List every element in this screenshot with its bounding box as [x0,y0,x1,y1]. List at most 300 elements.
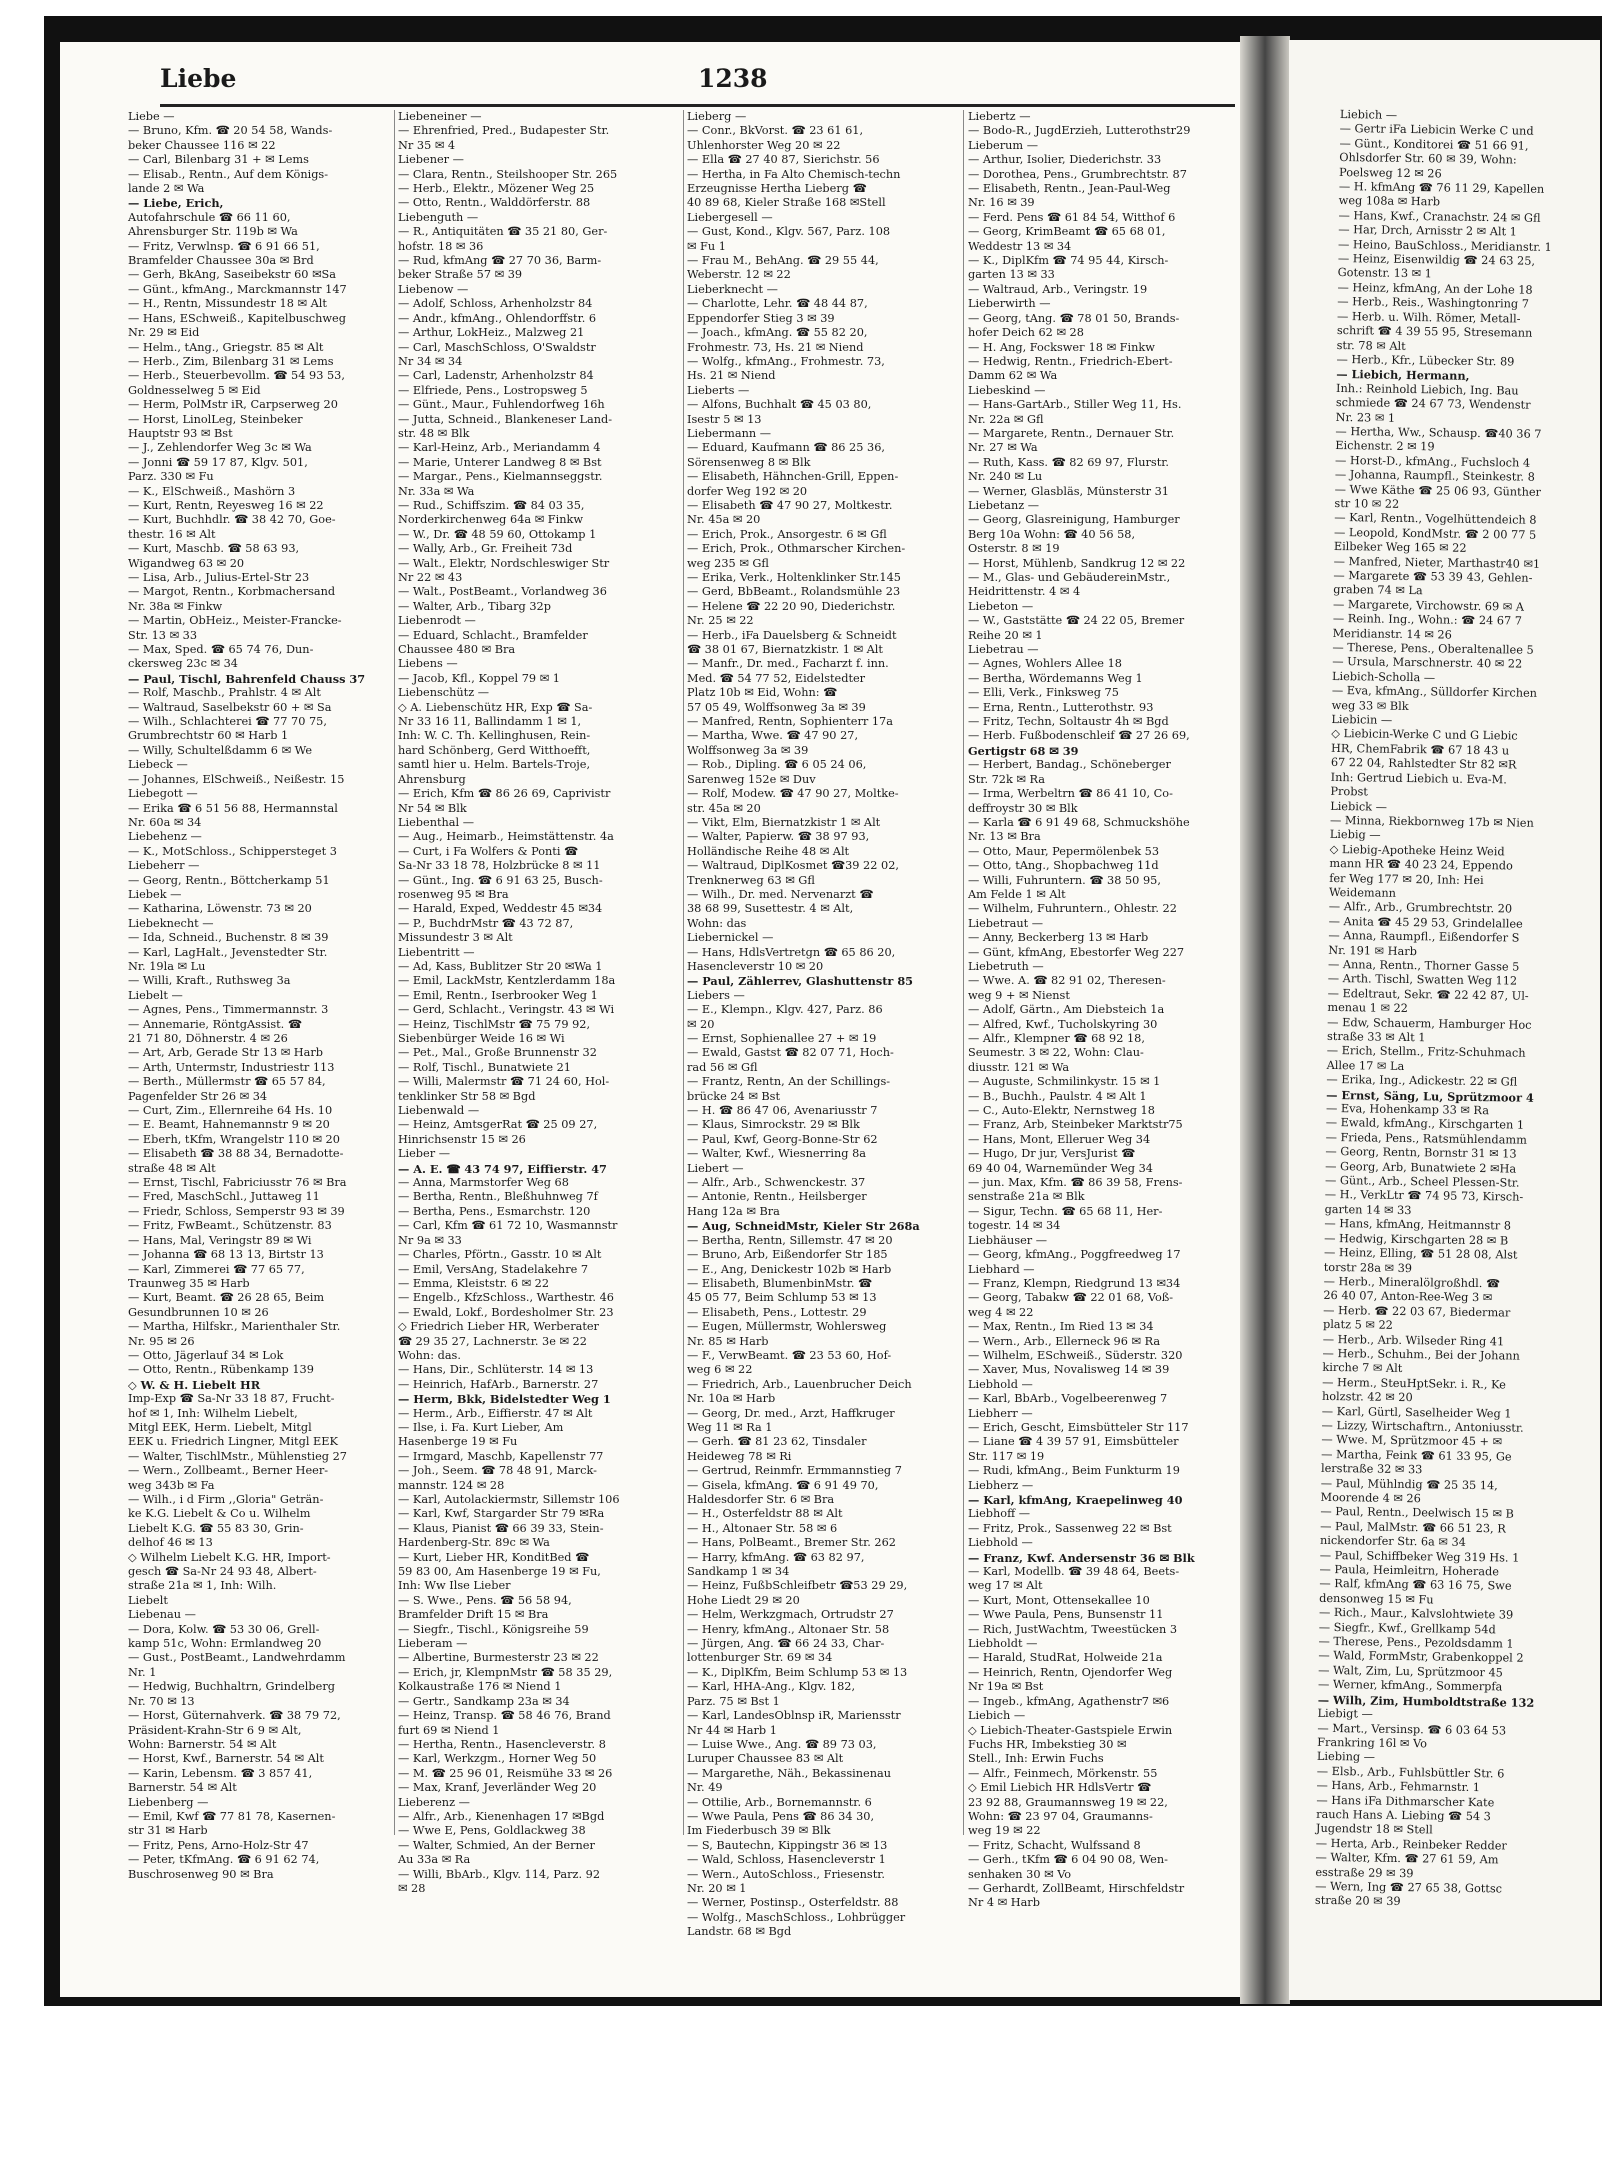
directory-entry: — Paul, Mühlndig ☎ 25 35 14, [1320,1476,1498,1492]
directory-entry: — Wally, Arb., Gr. Freiheit 73d [398,542,573,556]
directory-entry: — Ad, Kass, Bublitzer Str 20 ✉Wa 1 [398,959,603,973]
directory-entry: — Herb., Kfr., Lübecker Str. 89 [1336,352,1515,369]
directory-entry: Eilbeker Weg 165 ✉ 22 [1333,540,1467,555]
directory-entry: — Paul, Schiffbeker Weg 319 Hs. 1 [1319,1548,1520,1565]
directory-entry: ✉ 28 [398,1881,426,1895]
directory-entry: Nr 4 ✉ Harb [968,1896,1040,1910]
directory-entry: — E., Ang, Denickestr 102b ✉ Harb [687,1262,892,1276]
directory-column-4 [968,110,1236,1910]
column-rule [963,110,964,1835]
directory-entry: — Anna, Rentn., Thorner Gasse 5 [1327,957,1520,974]
directory-entry: ✉ 20 [687,1017,715,1031]
directory-entry: Weberstr. 12 ✉ 22 [687,268,791,282]
directory-entry: Eppendorfer Stieg 3 ✉ 39 [687,311,835,325]
directory-entry: — Wwe Paula, Pens ☎ 86 34 30, [687,1809,875,1823]
directory-entry: — Margarete, Virchowstr. 69 ✉ A [1332,597,1525,614]
directory-entry: — W., Gaststätte ☎ 24 22 05, Bremer [968,614,1185,628]
directory-entry: Heideweg 78 ✉ Ri [687,1449,792,1463]
directory-entry: — Kurt, Buchhdlr. ☎ 38 42 70, Goe- [128,513,336,527]
directory-entry: — Bertha, Wördemanns Weg 1 [968,671,1143,685]
directory-entry: schmiede ☎ 24 67 73, Wendenstr [1335,396,1531,412]
directory-entry: — Gerd, BbBeamt., Rolandsmühle 23 [687,585,901,599]
directory-entry: — A. E. ☎ 43 74 97, Eiffierstr. 47 [398,1161,607,1176]
directory-entry: Lieberg — [687,110,747,123]
directory-entry: — Joach., kfmAng. ☎ 55 82 20, [687,326,868,340]
directory-entry: — Alfr., Feinmech, Mörkenstr. 55 [968,1766,1158,1780]
directory-entry: Haldesdorfer Str. 6 ✉ Bra [687,1493,835,1506]
directory-entry: Liebelt K.G. ☎ 55 83 30, Grin- [128,1521,304,1535]
directory-entry: — Bruno, Arb, Eißendorfer Str 185 [687,1248,888,1262]
directory-entry: — Erich, Gescht, Eimsbütteler Str 117 [968,1420,1189,1434]
directory-entry: Landstr. 68 ✉ Bgd [687,1925,792,1939]
directory-entry: — Aug., Heimarb., Heimstättenstr. 4a [398,830,614,844]
directory-entry: Weg 11 ✉ Ra 1 [687,1420,773,1434]
directory-entry: — Karl, Modellb. ☎ 39 48 64, Beets- [968,1565,1180,1579]
directory-entry: Hauptstr 93 ✉ Bst [128,426,233,440]
directory-entry: — Aug, SchneidMstr, Kieler Str 268a [687,1219,920,1234]
directory-entry: — Rolf, Tischl., Bunatwiete 21 [398,1060,571,1074]
directory-entry: — Ilse, i. Fa. Kurt Lieber, Am [398,1420,564,1434]
directory-entry: — Anny, Beckerberg 13 ✉ Harb [968,931,1149,945]
directory-entry: — K., DiplKfm, Beim Schlump 53 ✉ 13 [687,1665,908,1679]
directory-entry: — Charlotte, Lehr. ☎ 48 44 87, [687,297,868,311]
directory-column-1 [128,110,393,1881]
directory-entry: Nr 9a ✉ 33 [398,1233,462,1247]
directory-entry: nickendorfer Str. 6a ✉ 34 [1319,1534,1466,1550]
directory-entry: — Emil, Rentn., Iserbrooker Weg 1 [398,988,598,1002]
directory-entry: — Herb. u. Wilh. Römer, Metall- [1337,309,1521,326]
directory-entry: Liebener — [398,153,464,167]
directory-entry: — Henry, kfmAng., Altonaer Str. 58 [687,1622,890,1636]
directory-entry: — Erich, Prok., Ansorgestr. 6 ✉ Gfl [687,527,887,541]
directory-entry: — Edeltraut, Sekr. ☎ 22 42 87, Ul- [1327,986,1529,1003]
directory-entry: lande 2 ✉ Wa [128,182,205,196]
directory-entry: straße 20 ✉ 39 [1314,1894,1401,1909]
directory-entry: — Paul, Zählerrev, Glashuttenstr 85 [687,974,914,989]
directory-entry: 38 68 99, Susettestr. 4 ✉ Alt, [687,902,854,916]
directory-entry: Lieberknecht — [687,282,778,296]
directory-entry: — Elfriede, Pens., Lostropsweg 5 [398,383,588,397]
directory-entry: Imp-Exp ☎ Sa-Nr 33 18 87, Frucht- [128,1392,335,1406]
directory-entry: — Frieda, Pens., Ratsmühlendamm [1325,1130,1527,1147]
directory-entry: — Gust., PostBeamt., Landwehrdamm [128,1651,346,1665]
directory-entry: — Willi, Malermstr ☎ 71 24 60, Hol- [398,1075,610,1089]
directory-entry: — Gerh., tKfm ☎ 6 04 90 08, Wen- [968,1853,1168,1867]
directory-entry: Barnerstr. 54 ✉ Alt [128,1781,237,1795]
directory-entry: — Heinz, kfmAng, An der Lohe 18 [1337,280,1533,297]
directory-entry: — Eva, kfmAng., Sülldorfer Kirchen [1331,684,1538,701]
directory-entry: Heidrittenstr. 4 ✉ 4 [968,585,1081,599]
directory-entry: — Alfred, Kwf., Tucholskyring 30 [968,1017,1158,1031]
directory-entry: — Heinrich, Rentn, Ojendorfer Weg [968,1665,1173,1679]
directory-entry: — Hertha, in Fa Alto Chemisch-techn [687,167,901,181]
directory-entry: — Bertha, Pens., Esmarchstr. 120 [398,1204,591,1218]
directory-entry: — Otto, Rentn., Walddörferstr. 88 [398,196,591,210]
directory-entry: — Adolf, Gärtn., Am Diebsteich 1a [968,1003,1165,1017]
directory-entry: Nr. 45a ✉ 20 [687,513,761,527]
directory-entry: ◇ W. & H. Liebelt HR [128,1377,261,1392]
directory-entry: tenklinker Str 58 ✉ Bgd [398,1089,536,1103]
directory-entry: Eichenstr. 2 ✉ 19 [1335,439,1435,454]
directory-entry: Mitgl EEK, Herm. Liebelt, Mitgl [128,1420,312,1434]
directory-entry: — K., MotSchloss., Schippersteget 3 [128,844,337,858]
directory-entry: — Georg, Rentn, Bornstr 31 ✉ 13 [1325,1145,1517,1161]
directory-entry: — Jacob, Kfl., Koppel 79 ✉ 1 [398,671,560,685]
directory-entry: — Eduard, Kaufmann ☎ 86 25 36, [687,441,885,455]
directory-entry: — Otto, Rentn., Rübenkamp 139 [128,1363,314,1377]
directory-entry: — Hans, Kwf., Cranachstr. 24 ✉ Gfl [1338,208,1541,225]
directory-entry: — Karin, Lebensm. ☎ 3 857 41, [128,1766,313,1780]
directory-entry: Nr 35 ✉ 4 [398,138,456,152]
directory-entry: Liebelt [128,1593,168,1607]
directory-entry: weg 9 + ✉ Nienst [968,988,1070,1002]
directory-entry: — Albertine, Burmesterstr 23 ✉ 22 [398,1651,599,1665]
directory-entry: garten 14 ✉ 33 [1324,1202,1412,1217]
directory-entry: gesch ☎ Sa-Nr 24 93 48, Albert- [128,1565,317,1579]
directory-entry: — Günt., Maur., Fuhlendorfweg 16h [398,398,605,412]
directory-entry: — Hedwig, Rentn., Friedrich-Ebert- [968,354,1173,368]
directory-entry: hofstr. 18 ✉ 36 [398,239,484,253]
directory-entry: Damm 62 ✉ Wa [968,369,1058,383]
directory-entry: EEK u. Friedrich Lingner, Mitgl EEK [128,1435,338,1449]
directory-entry: — R., Antiquitäten ☎ 35 21 80, Ger- [398,225,608,239]
directory-entry: — Har, Drch, Arnisstr 2 ✉ Alt 1 [1338,223,1517,239]
directory-entry: Liebek — [128,887,182,901]
directory-entry: — Karl, Werkzgm., Horner Weg 50 [398,1752,597,1766]
directory-entry: — Waltraud, DiplKosmet ☎39 22 02, [687,859,899,873]
directory-entry: Liebe — [128,110,175,123]
directory-entry: Probst [1330,785,1368,799]
directory-entry: — Wwe. M, Sprützmoor 45 + ✉ [1321,1433,1503,1449]
directory-entry: — Werner, Glasbläs, Münsterstr 31 [968,484,1169,498]
directory-entry: — Georg, Rentn., Böttcherkamp 51 [128,873,330,887]
directory-entry: — Walter, Arb., Tibarg 32p [398,599,551,613]
directory-entry: — Peter, tKfmAng. ☎ 6 91 62 74, [128,1853,320,1867]
directory-entry: esstraße 29 ✉ 39 [1315,1865,1414,1880]
directory-entry: — Franz, Klempn, Riedgrund 13 ✉34 [968,1276,1181,1290]
directory-entry: Berg 10a Wohn: ☎ 40 56 58, [968,527,1136,541]
directory-entry: — Fritz, Verwlnsp. ☎ 6 91 66 51, [128,239,320,253]
directory-entry: — Sigur, Techn. ☎ 65 68 11, Her- [968,1204,1163,1218]
directory-entry: schrift ☎ 4 39 55 95, Stresemann [1336,324,1533,340]
directory-entry: — Wern., Arb., Ellerneck 96 ✉ Ra [968,1334,1161,1348]
directory-entry: — Max, Sped. ☎ 65 74 76, Dun- [128,643,314,657]
directory-entry: Liebergesell — [687,210,773,224]
directory-entry: Am Felde 1 ✉ Alt [968,887,1066,901]
directory-entry: rauch Hans A. Liebing ☎ 54 3 [1316,1807,1492,1824]
directory-entry: Liebenschütz — [398,686,490,700]
directory-entry: — Helm., tAng., Griegstr. 85 ✉ Alt [128,340,324,354]
directory-entry: — H., Altonaer Str. 58 ✉ 6 [687,1521,838,1535]
directory-entry: weg 108a ✉ Harb [1338,194,1441,209]
directory-entry: Inh: Ww Ilse Lieber [398,1579,511,1593]
directory-entry: — Kurt, Mont, Ottensekallee 10 [968,1593,1150,1607]
directory-entry: — Margar., Pens., Kielmannseggstr. [398,470,603,484]
directory-entry: beker Straße 57 ✉ 39 [398,268,523,282]
directory-entry: ◇ Emil Liebich HR HdlsVertr ☎ [968,1781,1152,1795]
directory-entry: — Wilhelm, ESchweiß., Süderstr. 320 [968,1348,1183,1362]
directory-entry: — Wwe E, Pens, Goldlackweg 38 [398,1824,586,1838]
directory-entry: — Emil, Kwf ☎ 77 81 78, Kasernen- [128,1809,336,1823]
directory-entry: Inh: W. C. Th. Kellinghusen, Rein- [398,729,591,743]
directory-entry: mann HR ☎ 40 23 24, Eppendo [1329,857,1513,873]
directory-entry: Liebeknecht — [128,916,214,930]
directory-entry: — Herb., Steuerbevollm. ☎ 54 93 53, [128,369,345,383]
directory-entry: — Georg, KrimBeamt ☎ 65 68 01, [968,225,1166,239]
directory-entry: Liebicin — [1331,713,1393,727]
directory-column-2 [398,110,663,1895]
directory-entry: — M. ☎ 25 96 01, Reismühe 33 ✉ 26 [398,1766,613,1780]
directory-entry: — Emil, VersAng, Stadelakehre 7 [398,1262,589,1276]
directory-entry: Nr. 16 ✉ 39 [968,196,1035,210]
directory-entry: — H., VerkLtr ☎ 74 95 73, Kirsch- [1324,1188,1524,1205]
directory-entry: — Georg, Glasreinigung, Hamburger [968,513,1180,527]
directory-entry: Ahrensburger Str. 119b ✉ Wa [128,225,298,239]
directory-entry: holzstr. 42 ✉ 20 [1321,1390,1413,1405]
directory-entry: — Dorothea, Pens., Grumbrechtstr. 87 [968,167,1187,181]
directory-entry: Liebick — [1330,799,1388,814]
directory-entry: Wigandweg 63 ✉ 20 [128,556,245,570]
directory-entry: — Karl, HHA-Ang., Klgv. 182, [687,1680,856,1694]
directory-entry: — Georg, kfmAng., Poggfreedweg 17 [968,1248,1181,1262]
directory-entry: Liebernickel — [687,931,774,945]
directory-entry: — Margot, Rentn., Korbmachersand [128,585,336,599]
directory-entry: Liebert — [687,1161,744,1175]
directory-entry: — Herb., Mineralölgroßhdl. ☎ [1323,1274,1501,1291]
directory-entry: — Berth., Müllermstr ☎ 65 57 84, [128,1075,326,1089]
directory-entry: 69 40 04, Warnemünder Weg 34 [968,1161,1153,1175]
directory-entry: — Ehrenfried, Pred., Budapester Str. [398,124,610,138]
directory-entry: ◇ A. Liebenschütz HR, Exp ☎ Sa- [398,700,593,714]
directory-entry: — Therese, Pens., Oberaltenallee 5 [1332,640,1534,657]
directory-entry: — Erna, Rentn., Lutterothstr. 93 [968,700,1154,714]
directory-entry: — Clara, Rentn., Steilshooper Str. 265 [398,167,618,181]
directory-entry: senhaken 30 ✉ Vo [968,1867,1072,1881]
directory-entry: — Kurt, Rentn, Reyesweg 16 ✉ 22 [128,498,324,512]
directory-entry: kirche 7 ✉ Alt [1322,1361,1403,1376]
directory-entry: — Karl, LagHalt., Jevenstedter Str. [128,945,328,959]
directory-entry: Luruper Chaussee 83 ✉ Alt [687,1752,844,1766]
directory-entry: — Liebich, Hermann, [1336,367,1470,384]
directory-entry: — Walter, Kfm. ☎ 27 61 59, Am [1315,1850,1499,1867]
directory-entry: Jugendstr 18 ✉ Stell [1315,1822,1433,1837]
directory-entry: Allee 17 ✉ La [1326,1058,1405,1073]
directory-entry: — E. Beamt, Hahnemannstr 9 ✉ 20 [128,1118,330,1132]
directory-entry: 67 22 04, Rahlstedter Str 82 ✉R [1330,756,1517,772]
directory-entry: Hs. 21 ✉ Niend [687,369,776,383]
directory-entry: — Hans, Arb., Fehmarnstr. 1 [1316,1778,1481,1795]
directory-entry: 59 83 00, Am Hasenberge 19 ✉ Fu, [398,1565,601,1579]
directory-entry: — Arthur, LokHeiz., Malzweg 21 [398,326,585,340]
directory-entry: — Wern, Ing ☎ 27 65 38, Gottsc [1315,1879,1503,1896]
directory-entry: — Heinrich, HafArb., Barnerstr. 27 [398,1377,599,1391]
directory-entry: Inh: Gertrud Liebich u. Eva-M. [1330,770,1507,787]
directory-entry: Nr. 60a ✉ 34 [128,815,202,829]
directory-entry: Hasenberge 19 ✉ Fu [398,1435,518,1449]
directory-entry: Liebhoff — [968,1507,1031,1521]
directory-entry: senstraße 21a ✉ Blk [968,1190,1085,1204]
directory-entry: — Carl, Ladenstr, Arhenholzstr 84 [398,369,594,383]
directory-entry: — Fritz, Prok., Sassenweg 22 ✉ Bst [968,1521,1172,1535]
directory-entry: Uhlenhorster Weg 20 ✉ 22 [687,138,841,152]
directory-entry: — Hertha, Ww., Schausp. ☎40 36 7 [1335,424,1542,441]
directory-entry: Nr. 13 ✉ Bra [968,830,1041,844]
directory-entry: — Walt., PostBeamt., Vorlandweg 36 [398,585,607,599]
directory-entry: — Rudi, kfmAng., Beim Funkturm 19 [968,1464,1180,1478]
directory-entry: Nr. 49 [687,1781,723,1795]
directory-entry: — Agnes, Pens., Timmermannstr. 3 [128,1003,329,1017]
directory-entry: Nr 33 16 11, Ballindamm 1 ✉ 1, [398,715,582,729]
directory-entry: — Günt., Konditorei ☎ 51 66 91, [1339,136,1529,153]
directory-entry: — Gertrud, Reinmfr. Ermmannstieg 7 [687,1464,902,1478]
directory-entry: — Erika, Ing., Adickestr. 22 ✉ Gfl [1326,1073,1518,1089]
directory-entry: Chaussee 480 ✉ Bra [398,643,516,657]
directory-entry: Präsident-Krahn-Str 6 9 ✉ Alt, [128,1723,302,1737]
directory-entry: — W., Dr. ☎ 48 59 60, Ottokamp 1 [398,527,597,541]
directory-entry: straße 21a ✉ 1, Inh: Wilh. [128,1579,277,1593]
directory-entry: Moorende 4 ✉ 26 [1320,1490,1421,1506]
directory-entry: Trenknerweg 63 ✉ Gfl [687,873,815,887]
directory-entry: — Gertr iFa Liebicin Werke C und [1339,122,1534,139]
directory-entry: — Andr., kfmAng., Ohlendorffstr. 6 [398,311,597,325]
directory-entry: Liebherz — [968,1478,1034,1492]
directory-entry: Nr. 23 ✉ 1 [1335,410,1396,425]
directory-entry: — Herm., Arb., Eiffierstr. 47 ✉ Alt [398,1406,593,1420]
directory-entry: — Frau M., BehAng. ☎ 29 55 44, [687,254,879,268]
running-head: Liebe [160,64,237,93]
directory-entry: — Karl, LandesOblnsp iR, Mariensstr [687,1709,901,1723]
directory-entry: Sandkamp 1 ✉ 34 [687,1565,790,1579]
directory-entry: Nr. 25 ✉ 22 [687,614,754,628]
directory-entry: Liebetruth — [968,959,1044,973]
directory-entry: — Mart., Versinsp. ☎ 6 03 64 53 [1317,1721,1507,1737]
directory-entry: — Luise Wwe., Ang. ☎ 89 73 03, [687,1737,877,1751]
directory-entry: Hardenberg-Str. 89c ✉ Wa [398,1536,550,1550]
directory-entry: Liebenguth — [398,210,479,224]
right-page-column [1314,108,1602,1909]
directory-entry: Platz 10b ✉ Eid, Wohn: ☎ [687,686,838,700]
directory-entry: — F., VerwBeamt. ☎ 23 53 60, Hof- [687,1348,892,1362]
directory-entry: — Bertha, Rentn, Sillemstr. 47 ✉ 20 [687,1233,893,1247]
directory-entry: — Wwe. A. ☎ 82 91 02, Theresen- [968,974,1166,988]
directory-entry: — Margarete, Rentn., Dernauer Str. [968,426,1175,440]
directory-entry: Liebich-Scholla — [1331,669,1436,685]
directory-entry: — E., Klempn., Klgv. 427, Parz. 86 [687,1003,883,1017]
directory-entry: — Adolf, Schloss, Arhenholzstr 84 [398,297,593,311]
directory-entry: — Paul, Tischl, Bahrenfeld Chauss 37 [128,671,366,686]
directory-entry: Liebentritt — [398,945,475,959]
directory-entry: — Anita ☎ 45 29 53, Grindelallee [1328,914,1523,931]
directory-entry: — Wern., AutoSchloss., Friesenstr. [687,1867,885,1881]
directory-entry: Nr 54 ✉ Blk [398,801,467,815]
directory-entry: — Horst, Mühlenb, Sandkrug 12 ✉ 22 [968,556,1186,570]
directory-entry: — Georg, Dr. med., Arzt, Haffkruger [687,1406,895,1420]
directory-entry: — Ferd. Pens ☎ 61 84 54, Witthof 6 [968,210,1176,224]
directory-entry: garten 13 ✉ 33 [968,268,1055,282]
directory-entry: — Elisabeth ☎ 47 90 27, Moltkestr. [687,498,893,512]
directory-entry: — Fritz, Pens, Arno-Holz-Str 47 [128,1838,309,1852]
directory-entry: — Hans-GartArb., Stiller Weg 11, Hs. [968,398,1182,412]
directory-entry: Nr. 240 ✉ Lu [968,470,1043,484]
directory-entry: — Carl, Bilenbarg 31 + ✉ Lems [128,153,309,167]
directory-entry: Sa-Nr 33 18 78, Holzbrücke 8 ✉ 11 [398,859,601,873]
directory-entry: — Hans, ESchweiß., Kapitelbuschweg [128,311,346,325]
directory-entry: — Erika, Verk., Holtenklinker Str.145 [687,571,901,584]
directory-entry: diusstr. 121 ✉ Wa [968,1060,1070,1074]
directory-entry: Liebhäuser — [968,1233,1048,1247]
directory-entry: — Rud, kfmAng ☎ 27 70 36, Barm- [398,254,602,268]
directory-entry: — Kurt, Beamt. ☎ 26 28 65, Beim [128,1291,325,1305]
directory-entry: — Hans, kfmAng, Heitmannstr 8 [1324,1217,1512,1233]
directory-entry: — Pet., Mal., Große Brunnenstr 32 [398,1046,597,1060]
directory-entry: — Friedrich, Arb., Lauenbrucher Deich [687,1377,912,1391]
directory-entry: — Martin, ObHeiz., Meister-Francke- [128,614,342,628]
directory-entry: Str. 72k ✉ Ra [968,772,1045,786]
directory-entry: kamp 51c, Wohn: Ermlandweg 20 [128,1637,322,1651]
directory-entry: — Klaus, Simrockstr. 29 ✉ Blk [687,1118,860,1132]
directory-entry: Liebens — [398,657,458,671]
directory-entry: — Erika ☎ 6 51 56 88, Hermannstal [128,801,338,815]
directory-entry: — Rich., Maur., Kalvslohtwiete 39 [1318,1606,1514,1622]
directory-entry: — Hans, Dir., Schlüterstr. 14 ✉ 13 [398,1363,594,1377]
directory-entry: Liebegott — [128,787,198,801]
directory-entry: — Martha, Feink ☎ 61 33 95, Ge [1321,1447,1512,1464]
directory-entry: — Wwe Paula, Pens, Bunsenstr 11 [968,1608,1164,1622]
directory-entry: — Elsb., Arb., Fuhlsbüttler Str. 6 [1316,1764,1505,1781]
directory-entry: straße 33 ✉ Alt 1 [1326,1029,1426,1045]
directory-entry: — Hans, HdlsVertretgn ☎ 65 86 20, [687,945,896,959]
directory-entry: — Willi, Kraft., Ruthsweg 3a [128,974,291,988]
directory-entry: str. 78 ✉ Alt [1336,338,1406,353]
directory-entry: — Ingeb., kfmAng, Agathenstr7 ✉6 [968,1694,1170,1708]
directory-entry: — Herb., Zim, Bilenbarg 31 ✉ Lems [128,354,334,368]
directory-entry: — Ernst, Tischl, Fabriciusstr 76 ✉ Bra [128,1176,347,1190]
directory-entry: Im Fiederbusch 39 ✉ Blk [687,1824,831,1838]
directory-entry: ☎ 29 35 27, Lachnerstr. 3e ✉ 22 [398,1334,587,1348]
directory-entry: Nr. 70 ✉ 13 [128,1694,195,1708]
directory-entry: — Max, Kranf, Jeverländer Weg 20 [398,1781,597,1795]
directory-entry: — Wilh, Zim, Humboldtstraße 132 [1317,1692,1535,1710]
directory-entry: — Horst-D., kfmAng., Fuchsloch 4 [1334,453,1531,470]
directory-entry: Nr. 33a ✉ Wa [398,484,475,498]
directory-entry: Liebich — [1339,108,1398,122]
directory-entry: — Heinz, TischlMstr ☎ 75 79 92, [398,1017,591,1031]
directory-entry: — Wald, Schloss, Hasencleverstr 1 [687,1853,886,1867]
directory-entry: dorfer Weg 192 ✉ 20 [687,484,808,498]
directory-entry: — Hans iFa Dithmarscher Kate [1316,1793,1495,1809]
directory-entry: — Herb., Reis., Washingtonring 7 [1337,295,1530,311]
directory-entry: weg 235 ✉ Gfl [687,556,769,570]
directory-entry: Goldnesselweg 5 ✉ Eid [128,383,261,397]
directory-entry: — Wern., Zollbeamt., Berner Heer- [128,1464,329,1478]
directory-entry: — Jonni ☎ 59 17 87, Klgv. 501, [128,455,308,469]
directory-entry: — Herb., Arb. Wilseder Ring 41 [1322,1332,1505,1348]
directory-entry: weg 4 ✉ 22 [968,1305,1034,1319]
directory-entry: str. 45a ✉ 20 [687,801,761,815]
directory-entry: — Harry, kfmAng. ☎ 63 82 97, [687,1550,865,1564]
directory-entry: togestr. 14 ✉ 34 [968,1219,1061,1233]
directory-entry: — Xaver, Mus, Novalisweg 14 ✉ 39 [968,1363,1170,1377]
directory-entry: Liebenow — [398,282,469,296]
directory-entry: ke K.G. Liebelt & Co u. Wilhelm [128,1507,311,1521]
directory-entry: — Lizzy, Wirtschaftrn., Antoniusstr. [1321,1418,1524,1435]
directory-entry: Osterstr. 8 ✉ 19 [968,542,1060,556]
directory-entry: Sarenweg 152e ✉ Duv [687,772,816,786]
directory-entry: — Ella ☎ 27 40 87, Sierichstr. 56 [687,153,880,167]
directory-entry: — Walt., Elektr, Nordschleswiger Str [398,556,610,570]
directory-entry: — Liebe, Erich, [128,196,224,211]
directory-column-3 [687,110,952,1939]
